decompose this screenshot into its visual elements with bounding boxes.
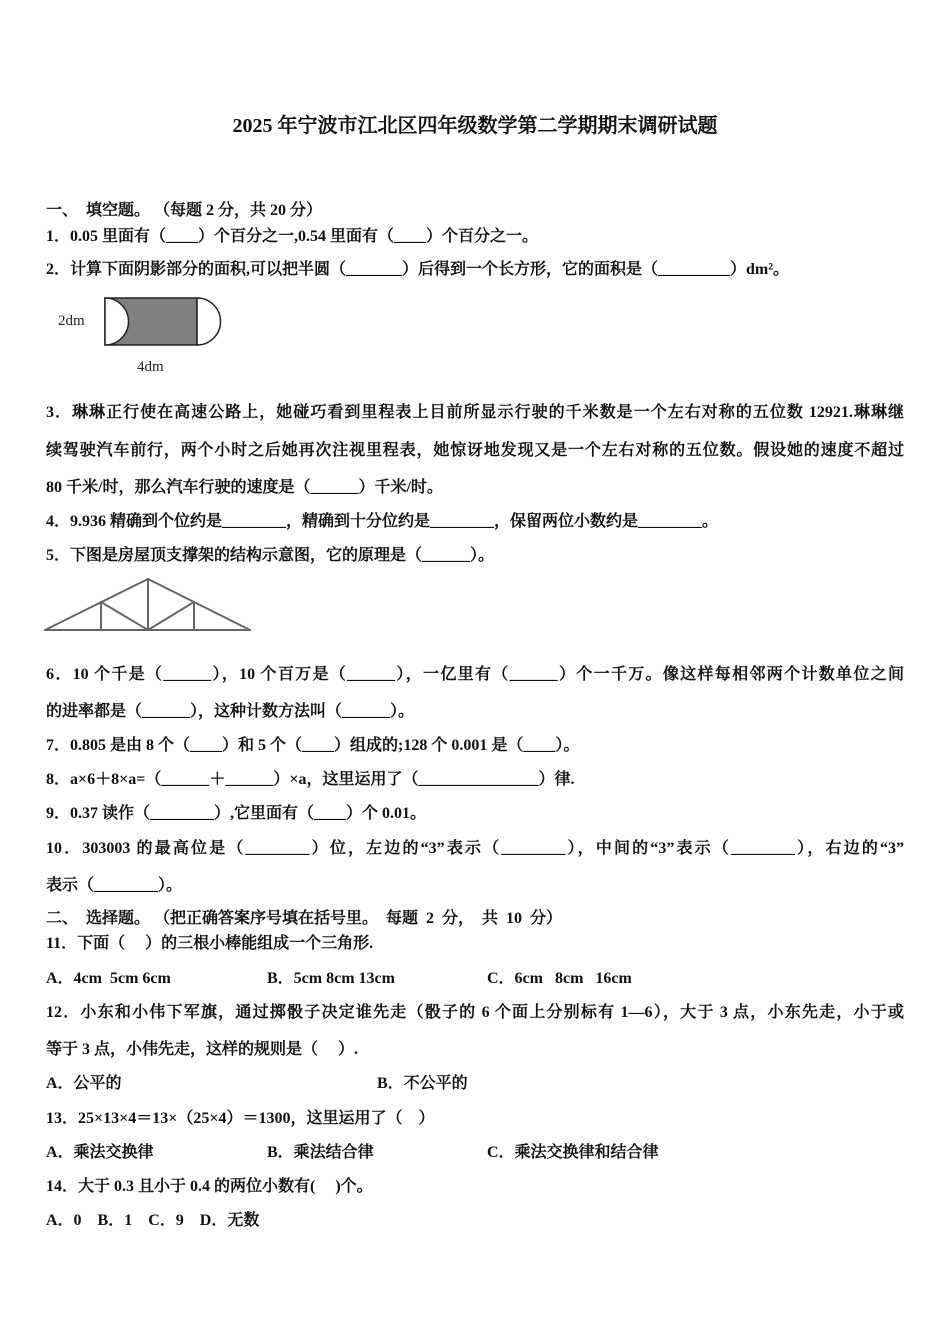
question-3-line-2: 续驾驶汽车前行，两个小时之后她再次注视里程表，她惊讶地发现又是一个左右对称的五位数。假设她的速度不超过 [46, 442, 904, 459]
question-5: 5．下图是房屋顶支撑架的结构示意图，它的原理是（______）。 [46, 547, 495, 564]
question-9: 9．0.37 读作（________）,它里面有（____）个 0.01。 [46, 805, 427, 822]
question-1: 1．0.05 里面有（____）个百分之一,0.54 里面有（____）个百分之一。 [46, 228, 539, 245]
question-10-line-2: 表示（________）。 [46, 877, 183, 894]
question-12-option-b: B．不公平的 [377, 1075, 468, 1092]
question-13-option-c: C．乘法交换律和结合律 [487, 1144, 659, 1161]
right-semicircle [197, 298, 221, 345]
question-3-line-1: 3．琳琳正行使在高速公路上，她碰巧看到里程表上目前所显示行驶的千米数是一个左右对称的五位数 12921.琳琳继 [46, 404, 904, 421]
question-11-option-b: B．5cm 8cm 13cm [267, 970, 395, 987]
question-13: 13．25×13×4＝13×（25×4）＝1300，这里运用了（ ） [46, 1110, 435, 1127]
question-11-option-a: A．4cm 5cm 6cm [46, 970, 171, 987]
question-3-line-3: 80 千米/时，那么汽车行驶的速度是（______）千米/时。 [46, 479, 443, 496]
height-label: 2dm [58, 313, 85, 329]
section-choice-header: 二、 选择题。 （把正确答案序号填在括号里。 每题 2 分， 共 10 分） [46, 910, 563, 927]
question-11: 11．下面（ ）的三根小棒能组成一个三角形. [46, 935, 374, 952]
question-2: 2．计算下面阴影部分的面积,可以把半圆（_______）后得到一个长方形，它的面积是（_________）dm²。 [46, 261, 790, 278]
question-13-option-b: B．乘法结合律 [267, 1144, 374, 1161]
question-11-option-c: C．6cm 8cm 16cm [487, 970, 632, 987]
question-14: 14．大于 0.3 且小于 0.4 的两位小数有( )个。 [46, 1178, 373, 1195]
truss-right-rafter [148, 579, 250, 630]
question-13-option-a: A．乘法交换律 [46, 1144, 154, 1161]
section-fill-in-header: 一、 填空题。 （每题 2 分，共 20 分） [46, 202, 323, 219]
question-6-line-2: 的进率都是（______），这种计数方法叫（______）。 [46, 703, 415, 720]
question-2-figure [50, 290, 230, 380]
question-14-options: A．0 B．1 C．9 D．无数 [46, 1212, 260, 1229]
question-12-option-a: A．公平的 [46, 1075, 122, 1092]
truss-left-rafter [45, 579, 148, 630]
roof-truss-figure [40, 572, 256, 638]
question-4: 4．9.936 精确到个位约是________，精确到十分位约是________，保留两位小数约是________。 [46, 513, 719, 530]
question-6-line-1: 6．10 个千是（______），10 个百万是（______），一亿里有（______）个一千万。像这样每相邻两个计数单位之间 [46, 666, 904, 683]
truss-right-diagonal [148, 602, 194, 630]
question-12-line-2: 等于 3 点，小伟先走，这样的规则是（ ）. [46, 1041, 359, 1058]
question-8: 8．a×6＋8×a=（______＋______）×a，这里运用了（_______________）律. [46, 771, 575, 788]
question-7: 7．0.805 是由 8 个（____）和 5 个（____）组成的;128 个 0.001 是（____）。 [46, 737, 580, 754]
width-label: 4dm [137, 359, 164, 375]
page-title: 2025 年宁波市江北区四年级数学第二学期期末调研试题 [232, 115, 718, 137]
truss-left-diagonal [101, 602, 148, 630]
question-10-line-1: 10．303003 的最高位是（________）位，左边的“3”表示（________），中间的“3”表示（________），右边的“3” [46, 840, 904, 857]
question-12-line-1: 12．小东和小伟下军旗，通过掷骰子决定谁先走（骰子的 6 个面上分别标有 1—6），大于 3 点，小东先走，小于或 [46, 1004, 904, 1021]
